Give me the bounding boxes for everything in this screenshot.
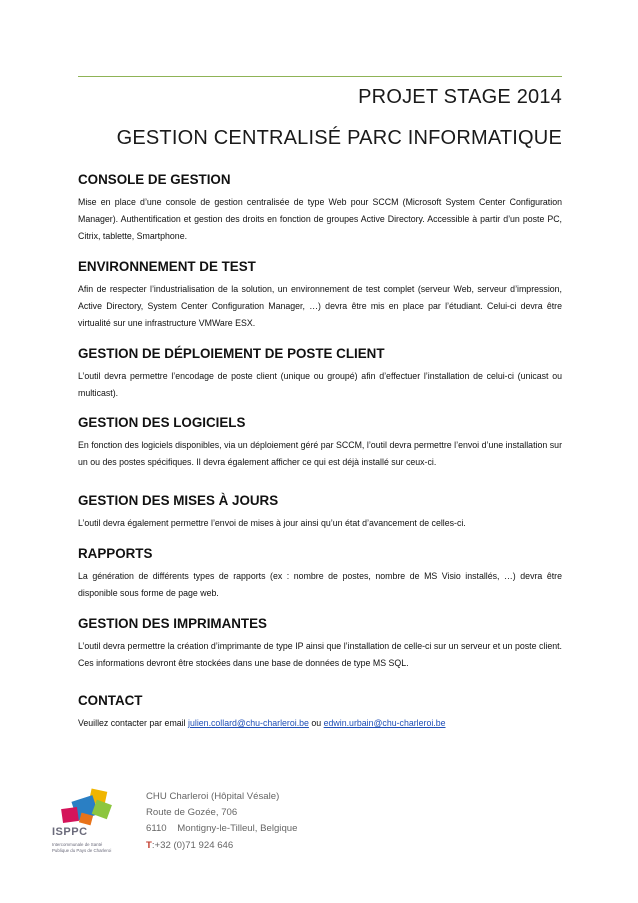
contact-prefix: Veuillez contacter par email <box>78 718 189 728</box>
section-heading: CONTACT <box>78 693 143 708</box>
logo-tagline: Intercommunale de Santé Publique du Pays de Charleroi <box>52 842 112 853</box>
section-heading: ENVIRONNEMENT DE TEST <box>78 259 256 274</box>
footer-line3: 6110 Montigny-le-Tilleul, Belgique <box>146 823 298 835</box>
section-mises-a-jour <box>78 493 562 532</box>
title-line1-text: PROJET STAGE 2014 <box>358 86 562 108</box>
document-title-line2 <box>117 127 562 150</box>
section-heading: GESTION DE DÉPLOIEMENT DE POSTE CLIENT <box>78 346 385 361</box>
logo-name: ISPPC <box>52 826 88 838</box>
section-heading: RAPPORTS <box>78 546 153 561</box>
section-heading: GESTION DES LOGICIELS <box>78 415 246 430</box>
section-heading: CONSOLE DE GESTION <box>78 172 231 187</box>
section-console <box>78 172 562 245</box>
section-body: Afin de respecter l’industrialisation de la solution, un environnement de test complet (serveur Web, serveur d’impression, Active Directory, System Center Configuration Manager, …) devra être mis en place par l’étudiant. Celui-ci devra être virtualité sur une infrastructure VMWare ESX. <box>78 284 562 328</box>
header-rule <box>78 76 562 77</box>
section-environnement <box>78 259 562 332</box>
section-rapports <box>78 546 562 602</box>
section-logiciels <box>78 415 562 471</box>
footer-line2: Route de Gozée, 706 <box>146 807 238 819</box>
logo-magenta-square <box>61 807 79 823</box>
section-body: L’outil devra également permettre l’envoi de mises à jour ainsi qu’un état d’avancement de celles-ci. <box>78 518 466 528</box>
section-imprimantes <box>78 616 562 672</box>
section-body: L’outil devra permettre l’encodage de poste client (unique ou groupé) afin d’effectuer l’installation de celui-ci (unicast ou multicast). <box>78 371 562 398</box>
section-body: En fonction des logiciels disponibles, via un déploiement géré par SCCM, l’outil devra permettre l’envoi d’une installation sur un ou des postes spécifiques. Il devra également afficher ce qui est déjà installé sur ceux-ci. <box>78 440 562 467</box>
document-title-line1 <box>358 86 562 109</box>
section-body: La génération de différents types de rapports (ex : nombre de postes, nombre de MS Visio installés, …) devra être disponible sous forme de page web. <box>78 571 562 598</box>
contact-middle: ou <box>308 718 324 728</box>
footer-phone <box>146 838 297 854</box>
footer-line1: CHU Charleroi (Hôpital Vésale) <box>146 791 280 802</box>
phone-value: :+32 (0)71 924 646 <box>151 839 234 851</box>
email-link-edwin[interactable]: edwin.urbain@chu-charleroi.be <box>323 718 446 728</box>
section-deploiement <box>78 346 562 402</box>
contact-line <box>78 715 562 732</box>
section-body: L’outil devra permettre la création d’imprimante de type IP ainsi que l’installation de celle-ci sur un serveur et un poste client. Ces informations devront être stockées dans une base de données de type MS SQL. <box>78 641 562 668</box>
section-heading: GESTION DES IMPRIMANTES <box>78 616 267 631</box>
title-line2-text: GESTION CENTRALISÉ PARC INFORMATIQUE <box>116 127 562 149</box>
phone-label: T <box>146 839 152 851</box>
section-heading: GESTION DES MISES À JOURS <box>78 493 279 508</box>
email-link-julien[interactable]: julien.collard@chu-charleroi.be <box>188 718 309 728</box>
section-contact <box>78 693 562 732</box>
section-body: Mise en place d’une console de gestion centralisée de type Web pour SCCM (Microsoft System Center Configuration Manager). Authentification et gestion des droits en fonction de groupes Active Directory. Accessible à partir d’un poste PC, Citrix, tablette, Smartphone. <box>78 197 562 241</box>
footer-address <box>146 789 297 854</box>
